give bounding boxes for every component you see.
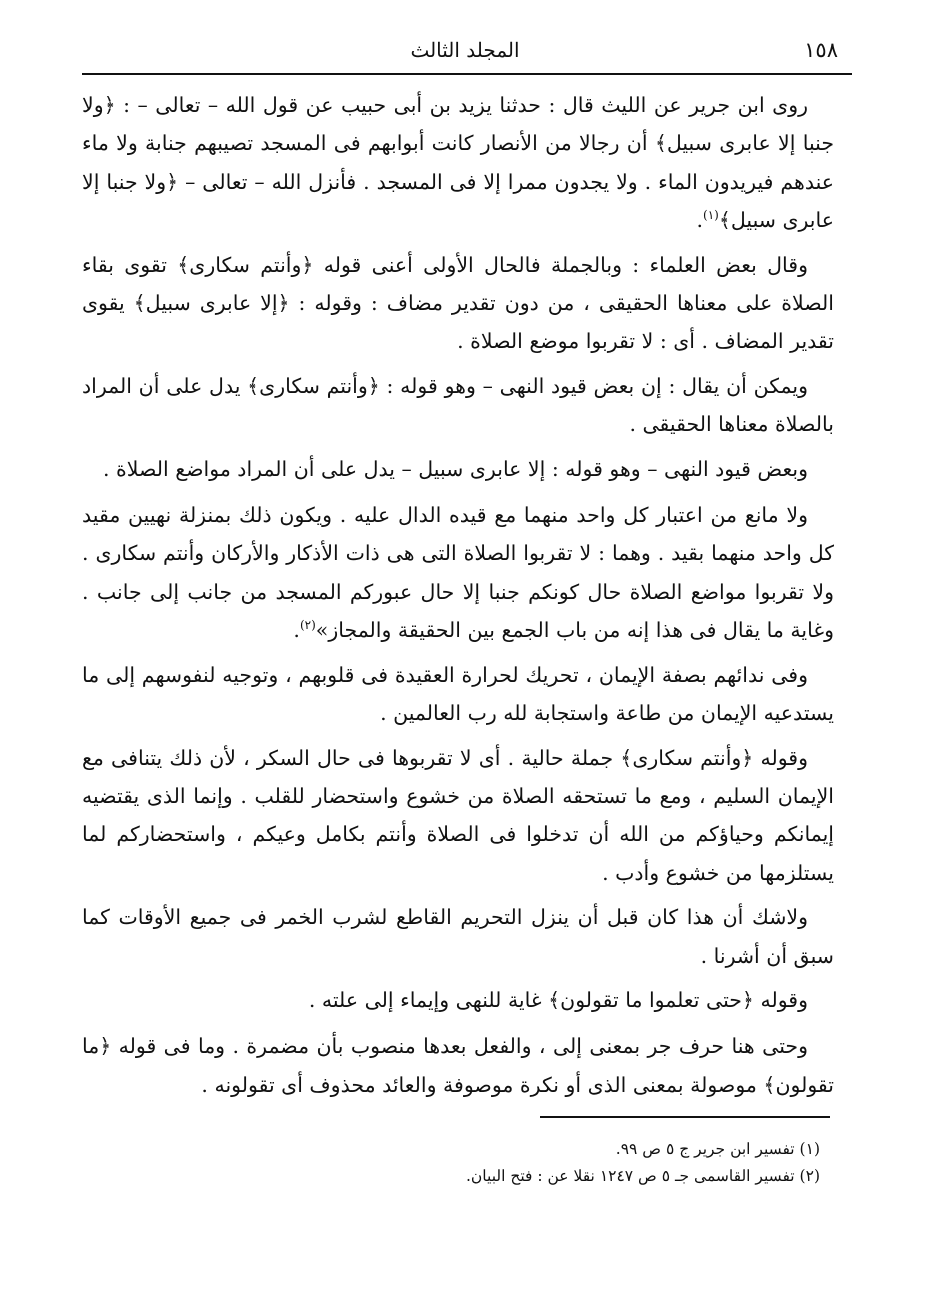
page-header xyxy=(80,26,850,66)
paragraph: وحتى هنا حرف جر بمعنى إلى ، والفعل بعدها منصوب بأن مضمرة . وما فى قوله ﴿ما تقولون﴾ موصولة بمعنى الذى أو نكرة موصوفة والعائد محذوف أى تقولونه . xyxy=(82,1034,834,1097)
paragraph: روى ابن جرير عن الليث قال : حدثنا يزيد بن أبى حبيب عن قول الله – تعالى – : ﴿ولا جنبا إلا عابرى سبيل﴾ أن رجالا من الأنصار كانت أبوابهم فى المسجد تصيبهم جنابة ولا ماء عندهم فيريدون الماء . ولا يجدون ممرا إلا فى المسجد . فأنزل الله – تعالى – ﴿ولا جنبا إلا عابرى سبيل﴾$^{(١)}$. xyxy=(82,93,834,233)
footnote-marker: (٢) xyxy=(299,618,316,633)
paragraph: وقوله ﴿حتى تعلموا ما تقولون﴾ غاية للنهى وإيماء إلى علته . xyxy=(308,987,808,1012)
running-title: المجلد الثالث xyxy=(410,38,520,62)
paragraph: وقال بعض العلماء : وبالجملة فالحال الأولى أعنى قوله ﴿وأنتم سكارى﴾ تقوى بقاء الصلاة على معناها الحقيقى ، من دون تقدير مضاف : وقوله : ﴿إلا عابرى سبيل﴾ يقوى تقدير المضاف . أى : لا تقربوا موضع الصلاة . xyxy=(82,252,834,354)
footnotes xyxy=(300,1136,820,1190)
page-number: ١٥٨ xyxy=(804,38,838,62)
footnote-marker: (١) xyxy=(703,208,719,223)
footnote: (١) تفسير ابن جرير ج ٥ ص ٩٩. xyxy=(615,1140,820,1158)
header-rule xyxy=(82,73,852,75)
footnote: (٢) تفسير القاسمى جـ ٥ ص ١٢٤٧ نقلا عن : فتح البيان. xyxy=(465,1167,820,1185)
paragraph: ولا مانع من اعتبار كل واحد منهما مع قيده الدال عليه . ويكون ذلك بمنزلة نهيين مقيد كل واحد منهما بقيد . وهما : لا تقربوا الصلاة التى هى ذات الأذكار والأركان وأنتم سكارى . ولا تقربوا مواضع الصلاة حال كونكم جنبا إلا حال عبوركم المسجد من جانب إلى جانب . وغاية ما يقال فى هذا إنه من باب الجمع بين الحقيقة والمجاز»$^{(٢)}$. xyxy=(82,503,834,643)
paragraph: وقوله ﴿وأنتم سكارى﴾ جملة حالية . أى لا تقربوها فى حال السكر ، لأن ذلك يتنافى مع الإيمان السليم ، ومع ما تستحقه الصلاة من خشوع واستحضار للقلب . وإنما الذى يقتضيه إيمانكم وحياؤكم من الله أن تدخلوا فى الصلاة وأنتم بكامل وعيكم ، واستحضاركم لما يستلزمها من خشوع وأدب . xyxy=(82,745,834,885)
paragraph: ويمكن أن يقال : إن بعض قيود النهى – وهو قوله : ﴿وأنتم سكارى﴾ يدل على أن المراد بالصلاة معناها الحقيقى . xyxy=(82,373,834,437)
paragraph: وفى ندائهم بصفة الإيمان ، تحريك لحرارة العقيدة فى قلوبهم ، وتوجيه لنفوسهم إلى ما يستدعيه الإيمان من طاعة واستجابة لله رب العالمين . xyxy=(82,662,834,726)
paragraph: ولاشك أن هذا كان قبل أن ينزل التحريم القاطع لشرب الخمر فى جميع الأوقات كما سبق أن أشرنا . xyxy=(82,905,834,968)
main-text xyxy=(82,86,834,1110)
paragraph: وبعض قيود النهى – وهو قوله : إلا عابرى سبيل – يدل على أن المراد مواضع الصلاة . xyxy=(102,456,808,481)
footnote-rule xyxy=(540,1116,830,1118)
